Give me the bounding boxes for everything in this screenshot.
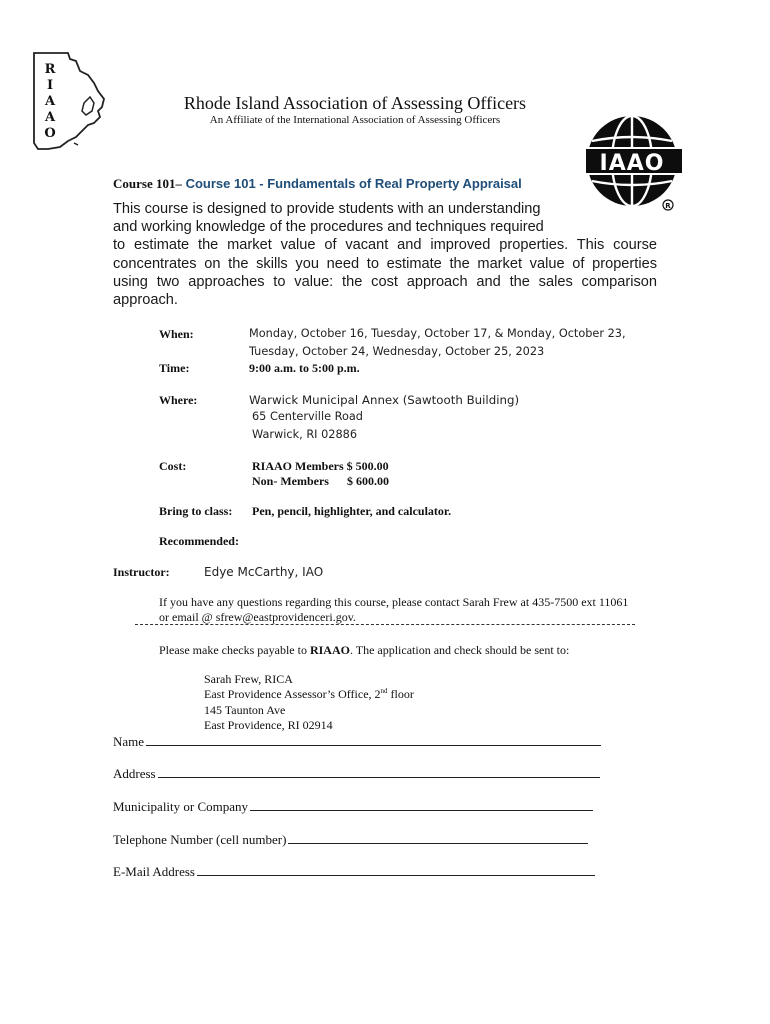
iaao-logo xyxy=(586,113,682,213)
address-label: Address xyxy=(113,766,156,781)
where-value-line3: Warwick, RI 02886 xyxy=(252,428,358,441)
mail-address-line2 xyxy=(204,687,414,702)
recommended-label: Recommended: xyxy=(159,534,239,548)
payment-prefix: Please make checks payable to xyxy=(159,643,310,657)
description-line: using two approaches to value: the cost approach and the sales comparison xyxy=(113,273,657,290)
municipality-input-line[interactable] xyxy=(250,798,593,811)
when-value-line2: Tuesday, October 24, Wednesday, October 25, 2023 xyxy=(249,345,545,358)
when-label: When: xyxy=(159,327,194,341)
telephone-label: Telephone Number (cell number) xyxy=(113,832,287,847)
mail-address-line3: 145 Taunton Ave xyxy=(204,703,286,717)
instructor-value: Edye McCarthy, IAO xyxy=(204,565,324,579)
ordinal-suffix: nd xyxy=(380,687,388,695)
time-value: 9:00 a.m. to 5:00 p.m. xyxy=(249,361,360,375)
svg-text:I: I xyxy=(46,78,54,93)
svg-text:O: O xyxy=(44,126,56,141)
svg-text:IAAO: IAAO xyxy=(599,151,665,176)
name-label: Name xyxy=(113,734,145,749)
municipality-label: Municipality or Company xyxy=(113,799,249,814)
contact-line1: If you have any questions regarding this course, please contact Sarah Frew at 435-7500 ext 11061 xyxy=(159,595,629,609)
cut-line-separator xyxy=(135,624,635,625)
course-title xyxy=(113,176,522,192)
telephone-input-line[interactable] xyxy=(288,831,588,844)
mail-address-line4: East Providence, RI 02914 xyxy=(204,718,333,732)
bring-label: Bring to class: xyxy=(159,504,233,518)
address-input-line[interactable] xyxy=(158,765,600,778)
svg-text:A: A xyxy=(44,94,56,109)
payee-name: RIAAO xyxy=(309,643,350,657)
payment-instruction xyxy=(159,643,569,658)
cost-non-members: Non- Members $ 600.00 xyxy=(252,474,389,488)
cost-label: Cost: xyxy=(159,459,187,473)
email-input-line[interactable] xyxy=(197,863,595,876)
course-name: Course 101 - Fundamentals of Real Property Appraisal xyxy=(181,176,522,191)
name-field[interactable] xyxy=(113,733,601,750)
when-value-line1: Monday, October 16, Tuesday, October 17, & Monday, October 23, xyxy=(249,327,626,340)
description-line: concentrates on the skills you need to estimate the market value of properties xyxy=(113,255,657,272)
mail-address-line1: Sarah Frew, RICA xyxy=(204,672,293,686)
telephone-field[interactable] xyxy=(113,831,588,848)
bring-value: Pen, pencil, highlighter, and calculator. xyxy=(252,504,452,518)
contact-line2: or email @ sfrew@eastprovidenceri.gov. xyxy=(159,610,356,624)
svg-text:R: R xyxy=(44,62,56,77)
description-line: to estimate the market value of vacant and improved properties. This course xyxy=(113,237,657,254)
org-title: Rhode Island Association of Assessing Officers xyxy=(183,93,527,113)
description-line: approach. xyxy=(113,292,178,309)
course-description xyxy=(113,200,657,309)
mail-address-line2-end: floor xyxy=(387,687,414,701)
address-field[interactable] xyxy=(113,765,600,782)
course-label: Course 101– xyxy=(113,176,182,191)
org-subtitle: An Affiliate of the International Association of Assessing Officers xyxy=(209,114,501,126)
where-value-line2: 65 Centerville Road xyxy=(252,410,363,423)
description-line: This course is designed to provide students with an understanding xyxy=(113,201,541,217)
email-field[interactable] xyxy=(113,863,595,880)
payment-suffix: . The application and check should be sent to: xyxy=(349,643,570,657)
description-line: and working knowledge of the procedures and techniques required xyxy=(113,219,544,236)
email-label: E-Mail Address xyxy=(113,864,195,879)
instructor-label: Instructor: xyxy=(113,565,170,579)
municipality-field[interactable] xyxy=(113,798,593,815)
svg-text:A: A xyxy=(44,110,56,125)
time-label: Time: xyxy=(159,361,190,375)
mail-address-line2-text: East Providence Assessor’s Office, 2 xyxy=(204,687,381,701)
cost-members: RIAAO Members $ 500.00 xyxy=(252,459,389,473)
where-label: Where: xyxy=(159,393,198,407)
where-value-line1: Warwick Municipal Annex (Sawtooth Building) xyxy=(249,393,520,407)
svg-text:R: R xyxy=(665,202,671,210)
name-input-line[interactable] xyxy=(146,733,601,746)
